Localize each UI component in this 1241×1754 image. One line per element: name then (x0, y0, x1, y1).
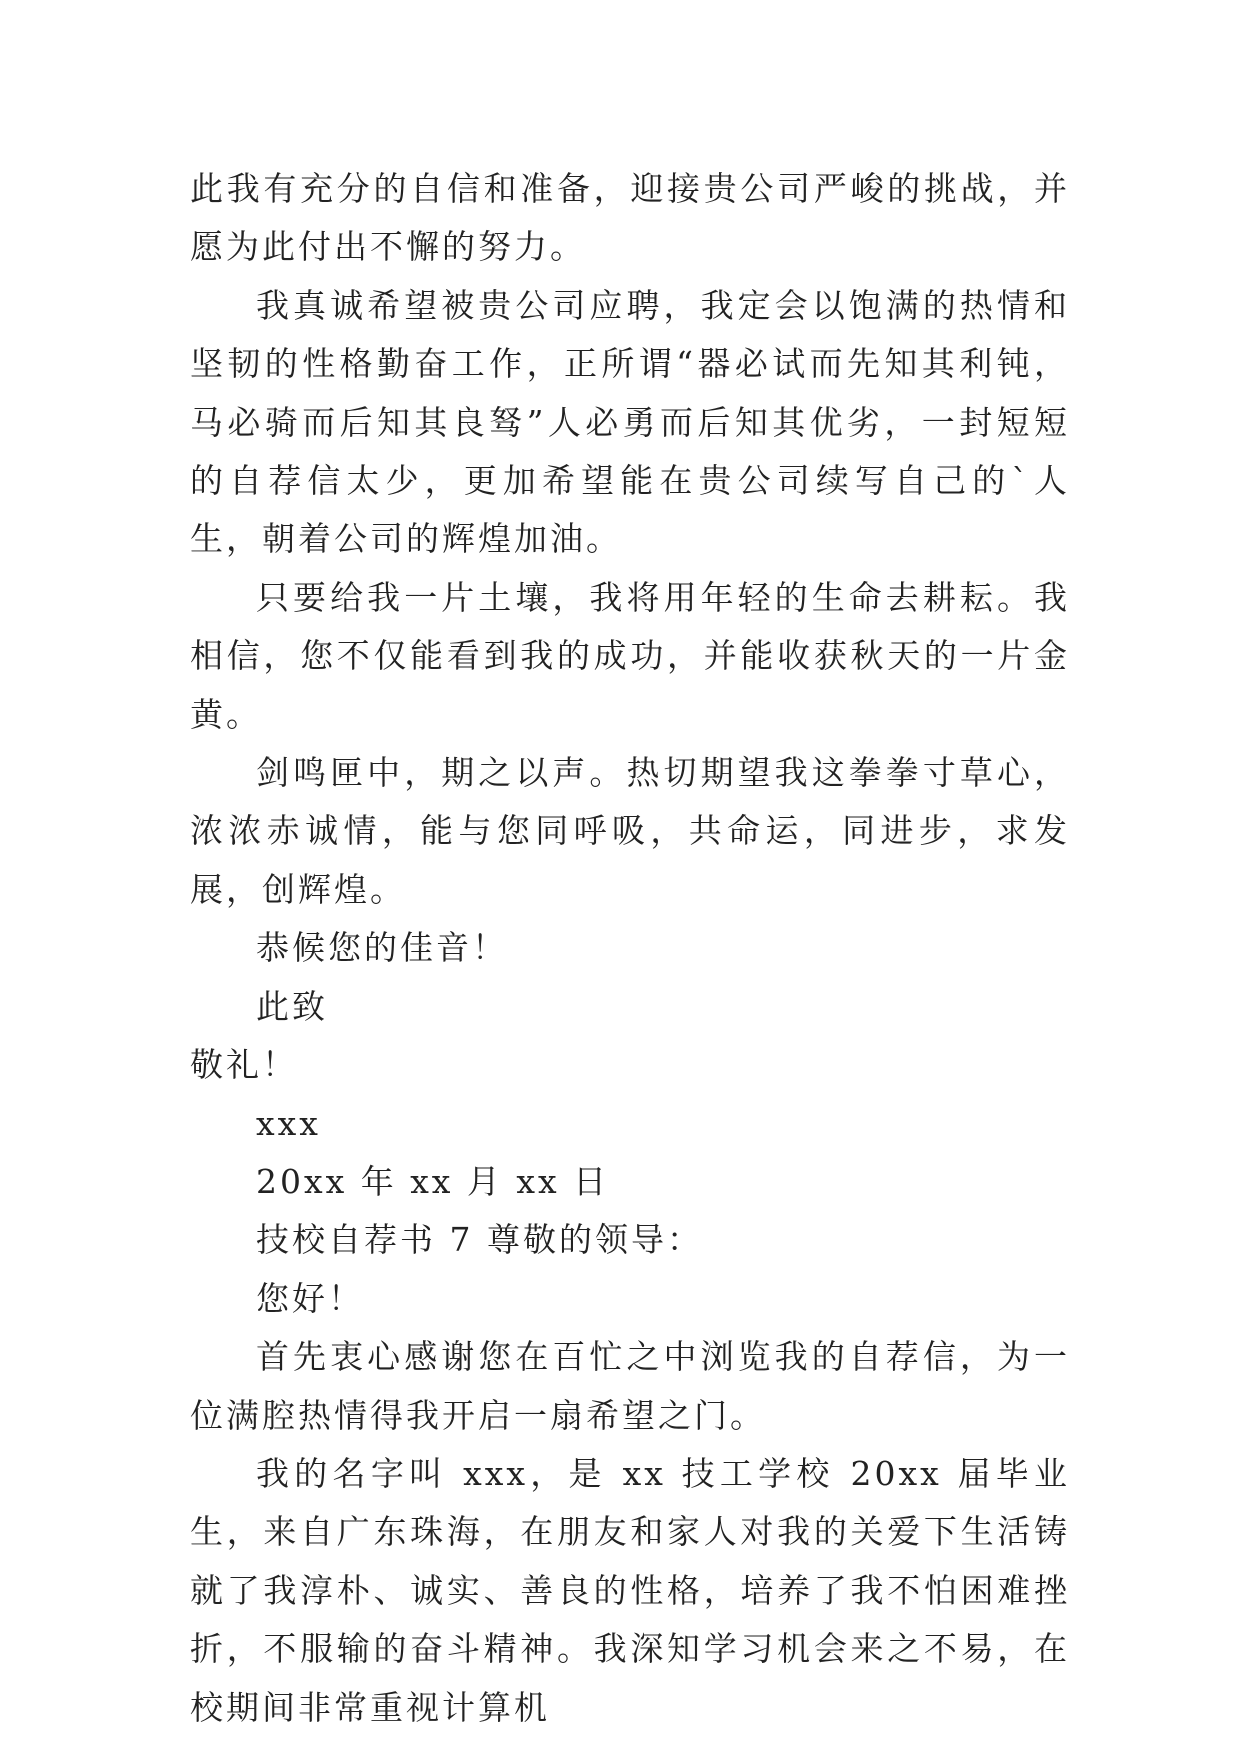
paragraph: 此我有充分的自信和准备，迎接贵公司严峻的挑战，并愿为此付出不懈的努力。 (190, 169, 1070, 267)
letter-body (190, 160, 1070, 1737)
paragraph: 只要给我一片土壤，我将用年轻的生命去耕耘。我相信，您不仅能看到我的成功，并能收获秋天的一片金黄。 (190, 577, 1070, 734)
paragraph: 首先衷心感谢您在百忙之中浏览我的自荐信，为一位满腔热情得我开启一扇希望之门。 (190, 1337, 1070, 1435)
signature-name: xxx (256, 1103, 321, 1143)
salutation-jingli: 敬礼！ (190, 1045, 298, 1085)
closing-line: 恭候您的佳音！ (256, 928, 508, 968)
signature-date: 20xx 年 xx 月 xx 日 (256, 1161, 610, 1201)
section-heading: 技校自荐书 7 尊敬的领导： (256, 1220, 703, 1260)
salutation-cizhi: 此致 (256, 986, 328, 1026)
greeting: 您好！ (256, 1278, 364, 1318)
paragraph: 剑鸣匣中，期之以声。热切期望我这拳拳寸草心，浓浓赤诚情，能与您同呼吸，共命运，同进步，求发展，创辉煌。 (190, 753, 1070, 909)
paragraph: 我的名字叫 xxx，是 xx 技工学校 20xx 届毕业生，来自广东珠海，在朋友和家人对我的关爱下生活铸就了我淳朴、诚实、善良的性格，培养了我不怕困难挫折，不服输的奋斗精神。我深知学习机会来之不易，在校期间非常重视计算机 (190, 1453, 1070, 1727)
paragraph: 我真诚希望被贵公司应聘，我定会以饱满的热情和坚韧的性格勤奋工作，正所谓“器必试而先知其利钝，马必骑而后知其良驽”人必勇而后知其优劣，一封短短的自荐信太少，更加希望能在贵公司续写自己的`人生，朝着公司的辉煌加油。 (190, 285, 1070, 559)
